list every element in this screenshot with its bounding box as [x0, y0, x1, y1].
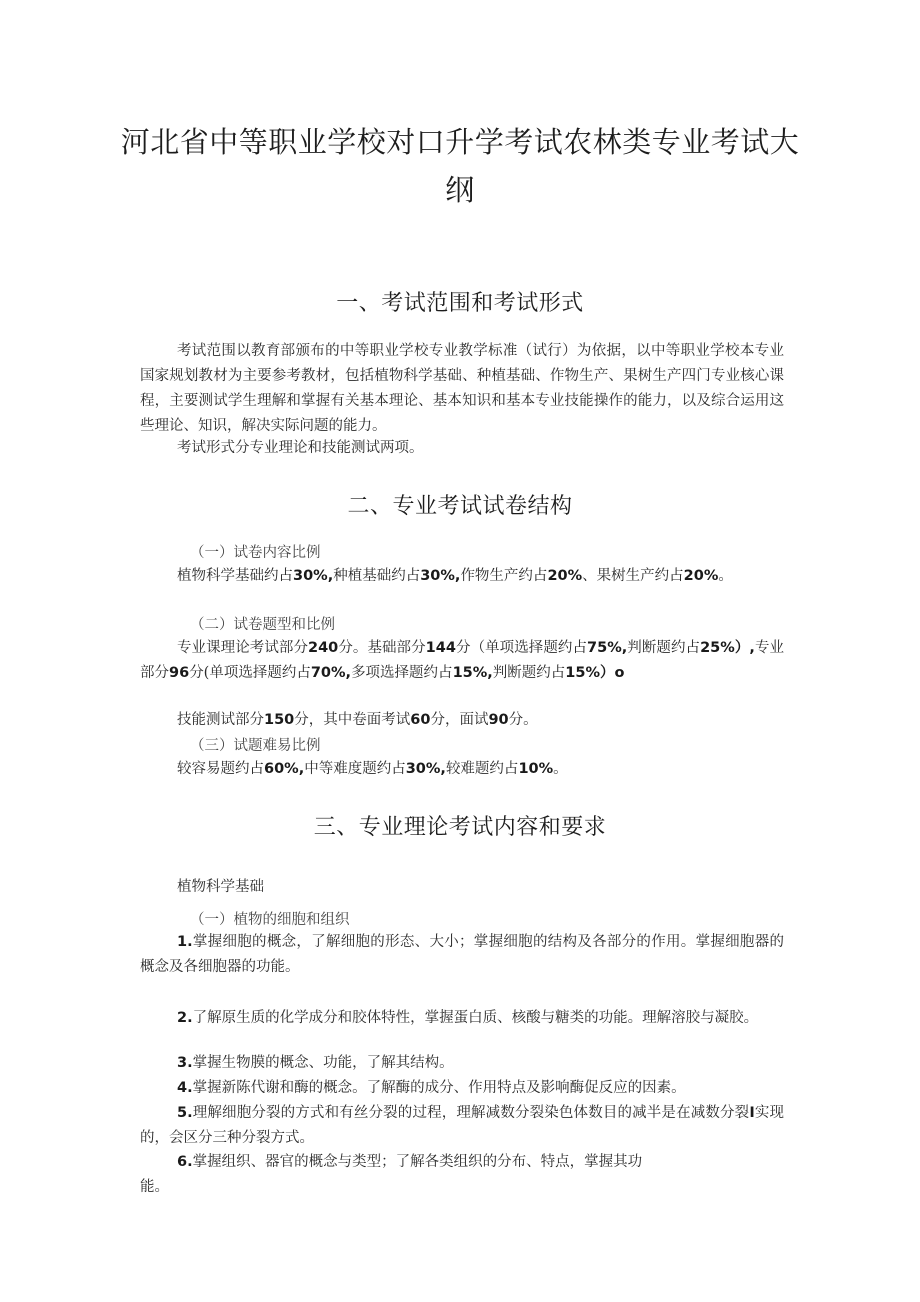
list-item: 6.掌握组织、器官的概念与类型；了解各类组织的分布、特点，掌握其功 [177, 1154, 643, 1170]
course-title: 植物科学基础 [177, 879, 264, 895]
skill-test-paragraph: 技能测试部分150分，其中卷面考试60分，面试90分。 [177, 712, 538, 728]
document-title: 河北省中等职业学校对口升学考试农林类专业考试大纲 [120, 125, 800, 207]
list-item: 3.掌握生物膜的概念、功能，了解其结构。 [177, 1055, 454, 1071]
list-item-continuation: 能。 [140, 1179, 169, 1195]
list-item: 1.掌握细胞的概念，了解细胞的形态、大小；掌握细胞的结构及各部分的作用。掌握细胞器的概念及各细胞器的功能。 [140, 934, 784, 975]
difficulty-paragraph: 较容易题约占60%,中等难度题约占30%,较难题约占10%。 [177, 761, 568, 777]
theory-exam-paragraph: 专业课理论考试部分240分。基础部分144分（单项选择题约占75%,判断题约占25%）,专业部分96分(单项选择题约占70%,多项选择题约占15%,判断题约占15%）o [140, 640, 785, 681]
subheading-question-types: （二）试卷题型和比例 [190, 617, 335, 633]
list-item: 5.理解细胞分裂的方式和有丝分裂的过程，理解减数分裂染色体数目的减半是在减数分裂I实现的，会区分三种分裂方式。 [140, 1105, 785, 1146]
subheading-cells-tissues: （一）植物的细胞和组织 [190, 912, 350, 928]
content-ratio-paragraph: 植物科学基础约占30%,种植基础约占30%,作物生产约占20%、果树生产约占20%。 [177, 568, 733, 584]
section-1-paragraph-scope: 考试范围以教育部颁布的中等职业学校专业教学标准（试行）为依据，以中等职业学校本专业国家规划教材为主要参考教材，包括植物科学基础、种植基础、作物生产、果树生产四门专业核心课程，主要测试学生理解和掌握有关基本理论、基本知识和基本专业技能操作的能力，以及综合运用这些理论、知识，解决实际问题的能力。 [140, 343, 784, 434]
subheading-difficulty: （三）试题难易比例 [190, 738, 321, 754]
section-1-heading: 一、考试范围和考试形式 [336, 291, 584, 316]
subheading-content-ratio: （一）试卷内容比例 [190, 545, 321, 561]
section-1-paragraph-format: 考试形式分专业理论和技能测试两项。 [177, 440, 424, 456]
list-item: 4.掌握新陈代谢和酶的概念。了解酶的成分、作用特点及影响酶促反应的因素。 [177, 1080, 686, 1096]
section-2-heading: 二、专业考试试卷结构 [347, 494, 573, 519]
section-3-heading: 三、专业理论考试内容和要求 [313, 815, 607, 840]
list-item: 2.了解原生质的化学成分和胶体特性，掌握蛋白质、核酸与糖类的功能。理解溶胶与凝胶。 [177, 1010, 759, 1026]
